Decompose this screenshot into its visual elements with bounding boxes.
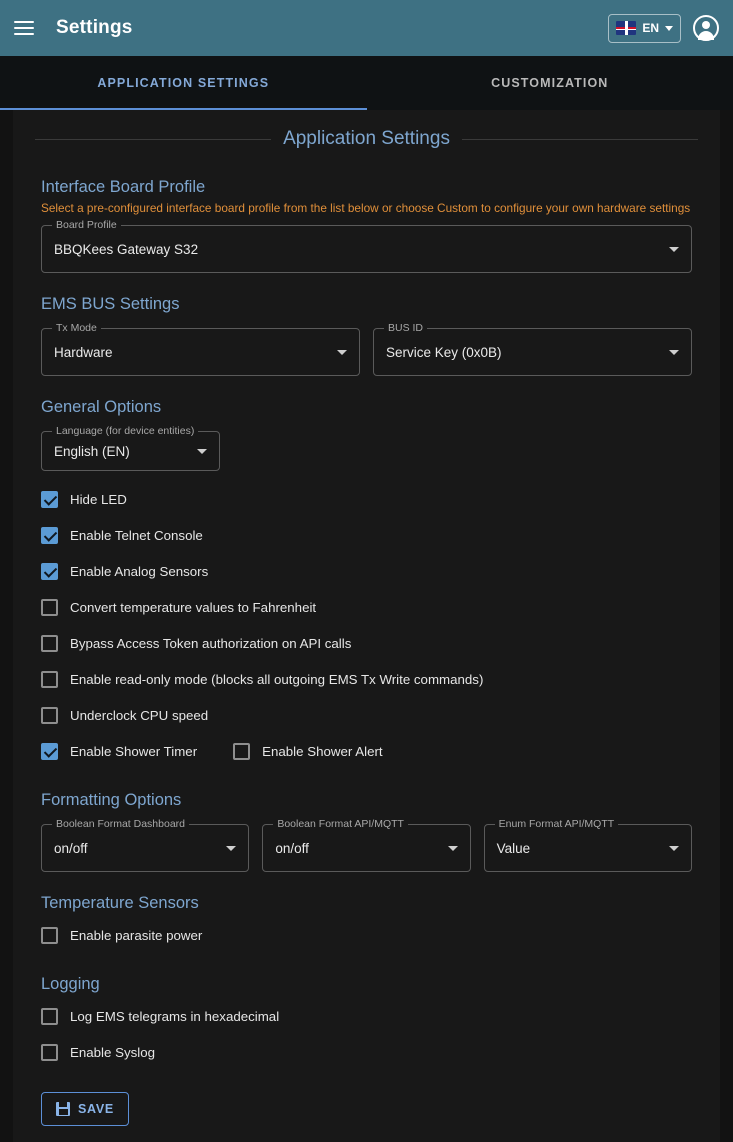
- chevron-down-icon: [669, 247, 679, 252]
- tab-application-settings[interactable]: [0, 56, 367, 110]
- enable-shower-alert-checkbox[interactable]: [233, 743, 250, 760]
- boolean-format-api-select[interactable]: [262, 818, 470, 872]
- checkbox-parasite-power[interactable]: [41, 917, 706, 953]
- enum-format-api-value: Value: [496, 840, 531, 856]
- log-hex-checkbox[interactable]: [41, 1008, 58, 1025]
- convert-fahrenheit-label: Convert temperature values to Fahrenheit: [70, 599, 317, 615]
- enable-shower-alert-label: Enable Shower Alert: [262, 743, 383, 759]
- enable-shower-timer-checkbox[interactable]: [41, 743, 58, 760]
- uk-flag-icon: [616, 21, 636, 35]
- checkbox-convert-fahrenheit[interactable]: [41, 589, 706, 625]
- log-hex-label: Log EMS telegrams in hexadecimal: [70, 1008, 280, 1024]
- page-title: Settings: [56, 17, 133, 38]
- convert-fahrenheit-checkbox[interactable]: [41, 599, 58, 616]
- boolean-format-api-legend: Boolean Format API/MQTT: [273, 818, 408, 830]
- checkbox-shower-row: [41, 733, 706, 769]
- hamburger-icon[interactable]: [14, 14, 42, 42]
- board-profile-select[interactable]: [41, 219, 692, 273]
- top-app-bar: [0, 0, 733, 56]
- enable-syslog-label: Enable Syslog: [70, 1044, 156, 1060]
- checkbox-enable-telnet-console[interactable]: [41, 517, 706, 553]
- enable-analog-sensors-label: Enable Analog Sensors: [70, 563, 209, 579]
- panel-heading: [27, 128, 706, 156]
- language-value: English (EN): [54, 443, 130, 459]
- save-disk-icon: [56, 1102, 70, 1116]
- chevron-down-icon: [448, 846, 458, 851]
- checkbox-enable-syslog[interactable]: [41, 1034, 706, 1070]
- actions-bar: [41, 1092, 706, 1126]
- save-button-label: SAVE: [78, 1102, 114, 1116]
- boolean-format-dashboard-legend: Boolean Format Dashboard: [52, 818, 189, 830]
- enum-format-api-select[interactable]: [484, 818, 692, 872]
- chevron-down-icon: [197, 449, 207, 454]
- formatting-row: [41, 818, 692, 872]
- language-legend: Language (for device entities): [52, 425, 198, 437]
- board-profile-legend: Board Profile: [52, 219, 121, 231]
- settings-panel: [13, 110, 720, 1142]
- section-title-general-options: General Options: [41, 398, 162, 416]
- tx-mode-value: Hardware: [54, 344, 113, 360]
- section-title-logging: Logging: [41, 975, 100, 993]
- tab-bar: [0, 56, 733, 110]
- underclock-cpu-checkbox[interactable]: [41, 707, 58, 724]
- hide-led-checkbox[interactable]: [41, 491, 58, 508]
- board-profile-row: [41, 219, 692, 273]
- checkbox-read-only-mode[interactable]: [41, 661, 706, 697]
- section-title-interface-board-profile: Interface Board Profile: [41, 178, 206, 196]
- ems-bus-row: [41, 322, 692, 376]
- chevron-down-icon: [337, 350, 347, 355]
- language-row: [41, 425, 692, 471]
- panel-title: Application Settings: [283, 128, 450, 149]
- parasite-power-checkbox[interactable]: [41, 927, 58, 944]
- topbar-actions: [608, 14, 719, 43]
- boolean-format-dashboard-select[interactable]: [41, 818, 249, 872]
- chevron-down-icon: [226, 846, 236, 851]
- tx-mode-select[interactable]: [41, 322, 360, 376]
- account-circle-icon[interactable]: [693, 15, 719, 41]
- section-title-ems-bus-settings: EMS BUS Settings: [41, 295, 180, 313]
- chevron-down-icon: [665, 26, 673, 31]
- enable-telnet-console-label: Enable Telnet Console: [70, 527, 203, 543]
- bus-id-select[interactable]: [373, 322, 692, 376]
- language-select[interactable]: [41, 425, 220, 471]
- enable-syslog-checkbox[interactable]: [41, 1044, 58, 1061]
- read-only-mode-label: Enable read-only mode (blocks all outgoing EMS Tx Write commands): [70, 671, 484, 687]
- underclock-cpu-label: Underclock CPU speed: [70, 707, 209, 723]
- checkbox-enable-analog-sensors[interactable]: [41, 553, 706, 589]
- enable-analog-sensors-checkbox[interactable]: [41, 563, 58, 580]
- chevron-down-icon: [669, 846, 679, 851]
- tab-customization[interactable]: [367, 56, 733, 110]
- save-button[interactable]: [41, 1092, 129, 1126]
- checkbox-log-hex[interactable]: [41, 998, 706, 1034]
- language-code: EN: [642, 21, 659, 35]
- bus-id-value: Service Key (0x0B): [386, 344, 502, 360]
- read-only-mode-checkbox[interactable]: [41, 671, 58, 688]
- enable-shower-timer-label: Enable Shower Timer: [70, 743, 198, 759]
- content-area: [0, 110, 733, 1142]
- tab-application-settings-label: APPLICATION SETTINGS: [97, 76, 270, 90]
- checkbox-bypass-access-token[interactable]: [41, 625, 706, 661]
- parasite-power-label: Enable parasite power: [70, 927, 203, 943]
- divider-right: [462, 139, 698, 140]
- checkbox-hide-led[interactable]: [41, 481, 706, 517]
- checkbox-underclock-cpu[interactable]: [41, 697, 706, 733]
- hide-led-label: Hide LED: [70, 491, 127, 507]
- section-title-formatting-options: Formatting Options: [41, 791, 182, 809]
- boolean-format-dashboard-value: on/off: [54, 840, 88, 856]
- bypass-access-token-checkbox[interactable]: [41, 635, 58, 652]
- divider-left: [35, 139, 271, 140]
- section-title-temperature-sensors: Temperature Sensors: [41, 894, 199, 912]
- bypass-access-token-label: Bypass Access Token authorization on API calls: [70, 635, 352, 651]
- language-selector[interactable]: [608, 14, 681, 43]
- tx-mode-legend: Tx Mode: [52, 322, 101, 334]
- boolean-format-api-value: on/off: [275, 840, 309, 856]
- enable-telnet-console-checkbox[interactable]: [41, 527, 58, 544]
- chevron-down-icon: [669, 350, 679, 355]
- enum-format-api-legend: Enum Format API/MQTT: [495, 818, 619, 830]
- section-help-interface-board-profile: Select a pre-configured interface board profile from the list below or choose Custom to configure your own hardware settings: [41, 201, 691, 215]
- board-profile-value: BBQKees Gateway S32: [54, 241, 199, 257]
- tab-customization-label: CUSTOMIZATION: [491, 76, 609, 90]
- bus-id-legend: BUS ID: [384, 322, 427, 334]
